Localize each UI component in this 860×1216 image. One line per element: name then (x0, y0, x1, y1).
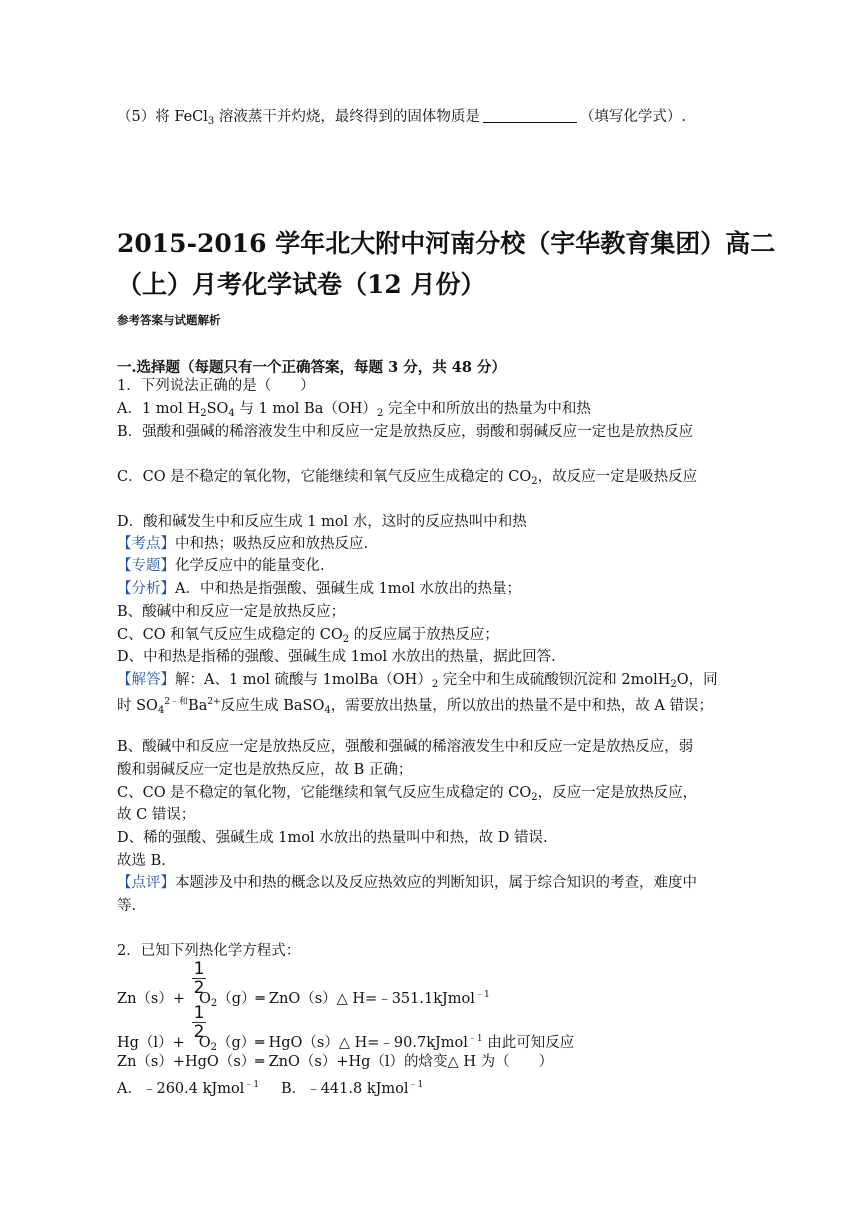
q1-option-c: C．CO 是不稳定的氧化物，它能继续和氧气反应生成稳定的 $CO_2$，故反应一定是吸热反应 (117, 469, 698, 487)
q1-kaodian: 【考点】中和热；吸热反应和放热反应. (117, 536, 369, 552)
zhuanti-tag: 【专题】 (117, 558, 175, 574)
fraction-one-half: 1 2 (193, 1003, 205, 1042)
subtitle: 参考答案与试题解析 (117, 313, 221, 327)
q1-jieda-d: D、稀的强酸、强碱生成 1mol 水放出的热量叫中和热，故 D 错误. (117, 830, 548, 846)
q1-jieda-1: 【解答】解：A、1 mol 硫酸与 $1molBa(OH)_2$ 完全中和生成硫酸钡沉淀和 2molH$_2$O，同 (117, 672, 718, 690)
kaodian-tag: 【考点】 (117, 536, 175, 552)
jieda-tag: 【解答】 (117, 672, 175, 688)
q2-equation-3: Zn（s）+HgO（s）═ ZnO（s）+Hg（l）的焓变△ H 为（ ） (117, 1054, 554, 1070)
question-5-line: （5）将 FeCl$_3$ 溶液蒸干并灼烧，最终得到的固体物质是 （填写化学式）. (117, 109, 687, 127)
q2-equation-1: $Zn(s)+ O_2(g)═$ ZnO（s）△ H=﹣351.1kJmol$^{﹣1}$ (117, 990, 490, 1009)
page-title-line-1: 2015-2016 学年北大附中河南分校（宇华教育集团）高二 (117, 229, 776, 258)
q1-jieda-c-1: C、CO 是不稳定的氧化物，它能继续和氧气反应生成稳定的 $CO_2$，反应一定是放热反应， (117, 785, 698, 803)
q1-fenxi-d: D、中和热是指稀的强酸、强碱生成 1mol 水放出的热量，据此回答. (117, 649, 556, 665)
q1-jieda-2: 时 $SO_4^{2﹣和}Ba^{2+}$反应生成 BaSO$_4$，需要放出热量，所以放出的热量不是中和热，故 A 错误； (117, 697, 713, 716)
q1-choose: 故选 B. (117, 853, 166, 869)
q1-jieda-b-1: B、酸碱中和反应一定是放热反应，强酸和强碱的稀溶液发生中和反应一定是放热反应，弱 (117, 739, 694, 755)
fenxi-tag: 【分析】 (117, 581, 175, 597)
q1-dianping-1: 【点评】本题涉及中和热的概念以及反应热效应的判断知识，属于综合知识的考查，难度中 (117, 875, 697, 891)
section-heading: 一.选择题（每题只有一个正确答案，每题 3 分，共 48 分） (117, 359, 507, 376)
q2-option-b: B．﹣441.8 kJmol$^{﹣1}$ (281, 1080, 424, 1097)
page-title-line-2: （上）月考化学试卷（12 月份） (117, 270, 486, 299)
q1-fenxi-c: C、CO 和氧气反应生成稳定的 $CO_2$ 的反应属于放热反应； (117, 627, 499, 645)
q1-fenxi-b: B、酸碱中和反应一定是放热反应； (117, 604, 346, 620)
q1-fenxi-a: 【分析】A．中和热是指强酸、强碱生成 1mol 水放出的热量； (117, 581, 522, 597)
q1-option-d: D．酸和碱发生中和反应生成 1 mol 水，这时的反应热叫中和热 (117, 514, 527, 530)
q2-options (117, 1075, 423, 1099)
q2-equation-2: $Hg(l)+ O_2(g)═$ HgO（s）△ H=﹣90.7kJmol$^{﹣1}$ 由此可知反应 (117, 1034, 575, 1053)
q1-dianping-2: 等. (117, 898, 137, 914)
q1-option-b: B．强酸和强碱的稀溶液发生中和反应一定是放热反应，弱酸和弱碱反应一定也是放热反应 (117, 424, 694, 440)
q1-jieda-c-2: 故 C 错误； (117, 807, 196, 823)
q1-zhuanti: 【专题】化学反应中的能量变化. (117, 558, 325, 574)
q2-stem: 2．已知下列热化学方程式： (117, 943, 301, 959)
q2-option-a: A．﹣260.4 kJmol$^{﹣1}$ (117, 1080, 260, 1097)
q1-jieda-b-2: 酸和弱碱反应一定也是放热反应，故 B 正确； (117, 762, 413, 778)
fraction-one-half: 1 2 (193, 959, 205, 998)
q1-option-a: A．1 mol $H_2SO_4$ 与 1 mol $Ba(OH)_2$ 完全中和所放出的热量为中和热 (117, 401, 591, 419)
q1-stem: 1．下列说法正确的是（ ） (117, 378, 315, 394)
dianping-tag: 【点评】 (117, 875, 175, 891)
answer-blank[interactable] (483, 108, 577, 123)
